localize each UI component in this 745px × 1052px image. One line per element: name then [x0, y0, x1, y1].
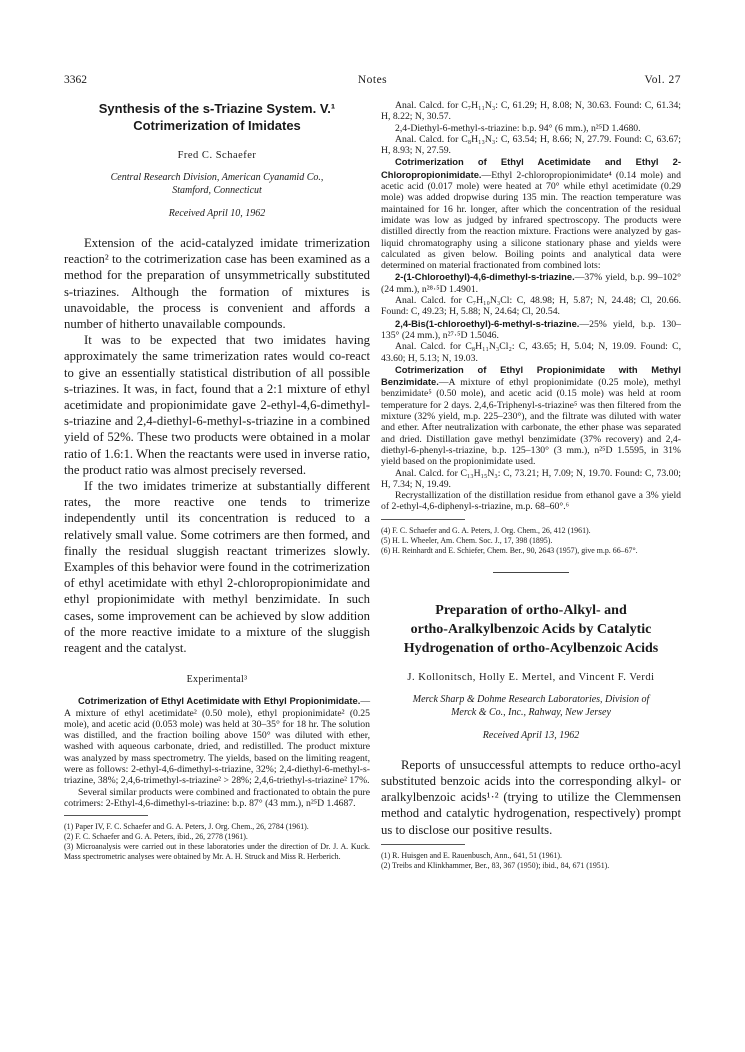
footnote: (2) Treibs and Klinkhammer, Ber., 83, 367 (1950); ibid., 84, 671 (1951).	[381, 860, 610, 870]
page-number: 3362	[64, 74, 87, 86]
article2-authors: J. Kollonitsch, Holly E. Mertel, and Vincent F. Verdi	[407, 671, 655, 683]
procedure-heading: Cotrimerization of Ethyl Acetimidate and Ethyl 2-Chloropropionimidate.	[381, 156, 681, 180]
experimental-paragraph	[381, 364, 681, 468]
experimental-paragraph	[64, 695, 370, 786]
experimental-paragraph	[381, 156, 681, 271]
analysis-paragraph: Anal. Calcd. for C₇H₁₁N₃: C, 61.29; H, 8.08; N, 30.63. Found: C, 61.34; H, 8.22; N, 30.57.	[381, 100, 681, 123]
compound-name: 2,4-Bis(1-chloroethyl)-6-methyl-s-triazine.	[395, 317, 580, 329]
footnote: (3) Microanalysis were carried out in these laboratories under the direction of Dr. J. A. Kuck. Mass spectrometric analyses were obtained by Mr. A. H. Struck and Miss R. Herberich.	[64, 842, 370, 862]
article1-received-date: Received April 10, 1962	[168, 208, 266, 219]
body-paragraph: It was to be expected that two imidates having approximately the same trimerization rates would co-react to give an essentially statistical distribution of all possible s-triazines. It was, in fact, found that a 2:1 mixture of ethyl acetimidate and propionimidate gave 2-ethyl-4,6-dimethyl-s-triazine and 2,4-diethyl-6-methyl-s-triazine in a combined yield of 52%. These two products were obtained in a molar ratio of 1.6:1. When the reactants were used in inverse ratio, the product ratio was almost precisely reversed.	[64, 333, 370, 477]
article1-title-line1: Synthesis of the s-Triazine System. V.¹	[98, 101, 336, 116]
article1-affiliation	[64, 171, 370, 197]
footnote-divider	[381, 844, 465, 845]
compound-name: 2-(1-Chloroethyl)-4,6-dimethyl-s-triazine.	[395, 271, 575, 283]
right-column	[381, 100, 681, 871]
compound-data: —37% yield, b.p. 99–102° (24 mm.), n²⁸·⁵D 1.4901.	[381, 272, 681, 295]
volume-label: Vol. 27	[644, 74, 681, 86]
article2-title-line1: Preparation of ortho-Alkyl- and	[435, 602, 627, 618]
analysis-paragraph: Anal. Calcd. for C₁₃H₁₅N₃: C, 73.21; H, 7.09; N, 19.70. Found: C, 73.00; H, 7.34; N, 19.49.	[381, 467, 681, 490]
analysis-paragraph: Anal. Calcd. for C₈H₁₃N₃: C, 63.54; H, 8.66; N, 27.79. Found: C, 63.67; H, 8.93; N, 27.59.	[381, 133, 681, 157]
procedure-heading: Cotrimerization of Ethyl Acetimidate with Ethyl Propionimidate.	[78, 695, 361, 707]
article1-body	[64, 235, 370, 656]
article2-affiliation	[381, 693, 681, 719]
article2-title-line2: ortho-Aralkylbenzoic Acids by Catalytic	[410, 621, 652, 637]
procedure-text: —A mixture of ethyl acetimidate² (0.50 mole), ethyl propionimidate² (0.25 mole), and acetic acid (0.053 mole) was held at 30–35° for 18 hr. The solution was distilled, and the fraction boiling above 150° was diluted with ether, washed with aqueous carbonate, dried, and redistilled. The product mixture was analyzed by mass spectrometry. The yields, based on the limiting reagent, were as follows: 2-ethyl-4,6-dimethyl-s-triazine, 32%; 2,4-diethyl-6-methyl-s-triazine, 38%; 2,4,6-trimethyl-s-triazine² > 28%; 2,4,6-triethyl-s-triazine² 17%.	[64, 696, 370, 787]
footnote: (5) H. L. Wheeler, Am. Chem. Soc. J., 17, 398 (1895).	[381, 535, 553, 545]
article2-title	[381, 601, 681, 658]
footnote-divider	[64, 815, 148, 816]
compound-paragraph	[381, 271, 681, 295]
compound-data: —25% yield, b.p. 130–135° (24 mm.), n²⁷·⁵D 1.5046.	[381, 318, 681, 341]
affiliation-line2: Merck & Co., Inc., Rahway, New Jersey	[451, 706, 611, 718]
affiliation-line1: Merck Sharp & Dohme Research Laboratories, Division of	[412, 693, 650, 705]
article2-title-line3: Hydrogenation of ortho-Acylbenzoic Acids	[403, 640, 659, 656]
footnote: (1) R. Huisgen and E. Rauenbusch, Ann., 641, 51 (1961).	[381, 850, 563, 860]
footnote-divider	[381, 519, 465, 520]
left-column	[64, 100, 370, 862]
article2-paragraph: Reports of unsuccessful attempts to reduce ortho-acyl substituted benzoic acids into the corresponding alkyl- or aralkylbenzoic acids¹·² (trying to utilize the Clemmensen method and catalytic hydrogenation, respectively) prompt us to disclose our positive results.	[381, 757, 681, 837]
compound-paragraph: 2,4-Diethyl-6-methyl-s-triazine: b.p. 94° (6 mm.), n²⁵D 1.4680.	[395, 122, 641, 134]
compound-paragraph	[381, 318, 681, 342]
footnote: (1) Paper IV, F. C. Schaefer and G. A. Peters, J. Org. Chem., 26, 2784 (1961).	[64, 822, 309, 832]
body-paragraph: Extension of the acid-catalyzed imidate trimerization reaction² to the cotrimerization case has been examined as a method for the preparation of unsymmetrically substituted s-triazines. Although the formation of mixtures is unavoidable, the process is convenient and affords a number of hitherto unavailable compounds.	[64, 236, 370, 332]
article-separator	[493, 572, 569, 573]
procedure-heading: Cotrimerization of Ethyl Propionimidate with Methyl Benzimidate.	[381, 363, 681, 388]
procedure-text: —A mixture of ethyl propionimidate (0.25 mole), methyl benzimidate⁵ (0.50 mole), and acetic acid (0.15 mole) was held at room temperature for 2 days. 2,4,6-Triphenyl-s-triazine⁵ was then filtered from the mixture (32% yield, m.p. 225–230°), and the filtrate was diluted with water and ether. After neutralization with carbonate, the ether phase was separated and dried. Distillation gave methyl benzimidate (37% recovery) and 2,4-diethyl-6-phenyl-s-triazine, b.p. 125–130° (3 mm.), n²⁵D 1.5595, in 31% yield based on the propionimidate used.	[381, 377, 681, 468]
footnote: (2) F. C. Schaefer and G. A. Peters, ibid., 26, 2778 (1961).	[64, 832, 248, 842]
running-header: Notes	[357, 74, 388, 86]
experimental-paragraph: Several similar products were combined and fractionated to obtain the pure cotrimers: 2-Ethyl-4,6-dimethyl-s-triazine: b.p. 87° (43 mm.), n²⁵D 1.4687.	[64, 786, 370, 809]
analysis-paragraph: Anal. Calcd. for C₈H₁₁N₃Cl₂: C, 43.65; H, 5.04; N, 19.09. Found: C, 43.60; H, 5.13; N, 19.03.	[381, 341, 681, 364]
affiliation-line1: Central Research Division, American Cyanamid Co.,	[110, 172, 324, 183]
article1-title-line2: Cotrimerization of Imidates	[133, 118, 301, 133]
procedure-text: —Ethyl 2-chloropropionimidate⁴ (0.14 mole) and acetic acid (0.017 mole) were heated at 70° while ethyl acetimidate (0.29 mole) was added dropwise during 135 min. The reaction temperature was maintained for 16 hr. longer, after which the concentration of the residual imidate was low as judged by infrared spectroscopy. The products were distilled directly from the reaction mixture. Fractions were analyzed by gas-liquid chromatography using a silicone stationary phase and yields were calculated as given below. Boiling points and analytical data were determined on material fractionated from combined lots:	[381, 169, 681, 272]
analysis-paragraph: Anal. Calcd. for C₇H₁₀N₃Cl: C, 48.98; H, 5.87; N, 24.48; Cl, 20.66. Found: C, 49.23; H, 5.88; N, 24.64; Cl, 20.54.	[381, 295, 681, 318]
experimental-paragraph: Recrystallization of the distillation residue from ethanol gave a 3% yield of 2-ethyl-4,6-diphenyl-s-triazine, m.p. 68–60°.⁶	[381, 490, 681, 513]
experimental-heading: Experimental³	[186, 674, 248, 686]
affiliation-line2: Stamford, Connecticut	[172, 185, 262, 196]
article1-title	[64, 100, 370, 134]
footnote: (4) F. C. Schaefer and G. A. Peters, J. Org. Chem., 26, 412 (1961).	[381, 525, 591, 535]
article1-author: Fred C. Schaefer	[177, 150, 257, 161]
body-paragraph: If the two imidates trimerize at substantially different rates, the more reactive one tends to trimerize independently until its concentration is reduced to a relatively small value. Some cotrimers are then formed, and finally the residual sluggish reactant trimerizes slowly. Examples of this behavior were found in the cotrimerization of ethyl acetimidate with ethyl 2-chloropropionimidate and ethyl propionimidate with methyl benzimidate. In such cases, some improvement can be achieved by slow addition of the more reactive imidate to a mixture of the sluggish reagent and the catalyst.	[64, 479, 370, 656]
article2-received-date: Received April 13, 1962	[482, 729, 580, 741]
footnote: (6) H. Reinhardt and E. Schiefer, Chem. Ber., 90, 2643 (1957), give m.p. 66–67°.	[381, 545, 638, 555]
